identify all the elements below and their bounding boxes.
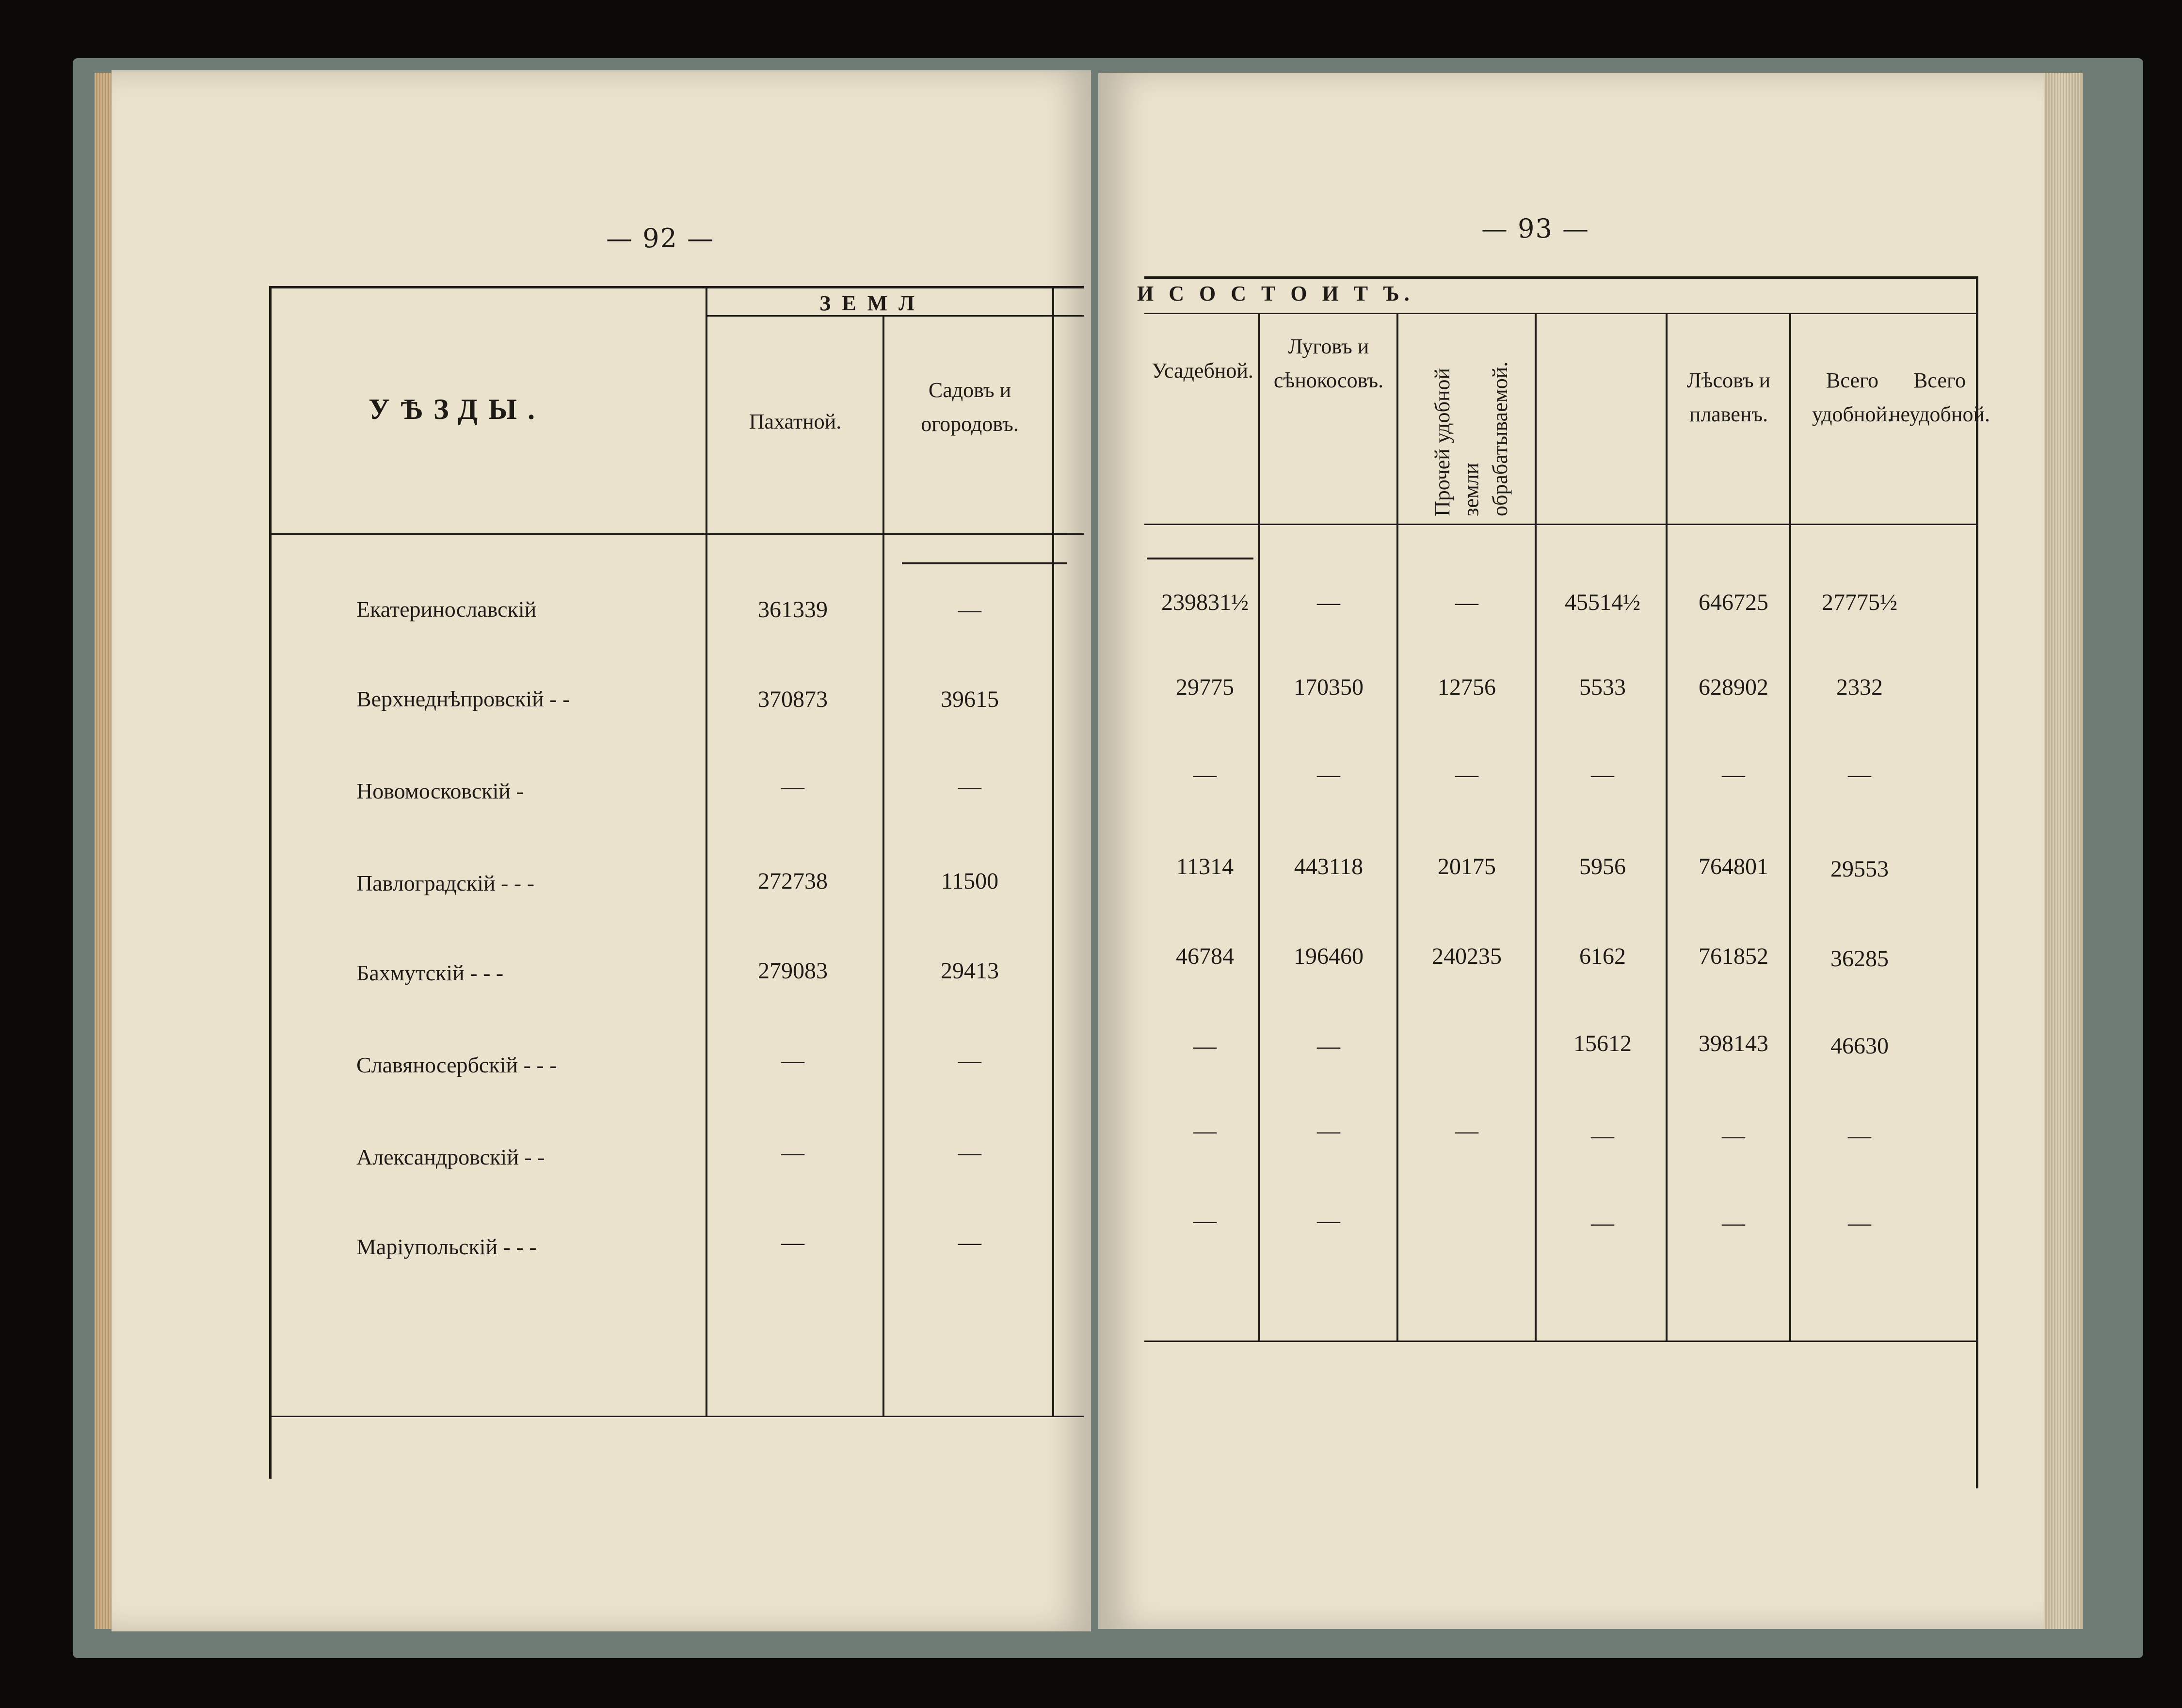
total-nonarable-value: 2332 [1836, 674, 1883, 700]
page-number-right: — 93 — [1481, 213, 1590, 244]
other-arable-value: — [1455, 590, 1478, 615]
table-bottom-rule [1144, 1341, 1978, 1342]
gardens-value: — [958, 597, 981, 623]
estate-value: — [1193, 1033, 1217, 1059]
forests-value: 15612 [1573, 1031, 1632, 1056]
meadows-value: — [1317, 1118, 1340, 1144]
arable-column-header: Пахатной. [749, 410, 842, 433]
total-arable-value: 398143 [1699, 1031, 1768, 1056]
estate-value: 11314 [1176, 854, 1234, 879]
gardens-column-header: Садовъ и огородовъ. [921, 378, 1019, 436]
estate-value: — [1193, 1118, 1217, 1144]
other-arable-value: 240235 [1432, 943, 1502, 969]
header-bottom-rule [272, 533, 1084, 535]
forests-value: 6162 [1579, 943, 1626, 969]
total-nonarable-value: 36285 [1830, 946, 1889, 972]
other-arable-value: 12756 [1438, 674, 1496, 700]
total-arable-value: — [1722, 1210, 1745, 1236]
district-name: Верхнеднѣпровскій - - [356, 686, 570, 711]
col-divider-3 [1052, 286, 1054, 1416]
total-nonarable-column-header: Всего неудобной. [1889, 368, 1990, 427]
col-divider-1 [706, 286, 707, 1416]
total-arable-value: — [1722, 762, 1745, 787]
header-isostoit: И С О С Т О И Т Ъ. [1137, 282, 1414, 305]
estate-value: — [1193, 1208, 1217, 1233]
table-bottom-rule [272, 1416, 1084, 1417]
forests-column-header: Лѣсовъ и плавенъ. [1686, 368, 1771, 427]
total-arable-column-header: Всего удобной. [1812, 368, 1893, 427]
total-nonarable-value: — [1848, 762, 1871, 787]
table-right-rule [1976, 276, 1978, 1488]
total-nonarable-value: 27775½ [1822, 590, 1897, 615]
total-arable-value: 646725 [1699, 590, 1768, 615]
meadows-value: 170350 [1294, 674, 1364, 700]
right-page-edge [2044, 73, 2083, 1629]
col-divider-5 [1789, 313, 1791, 1341]
meadows-value: — [1317, 1208, 1340, 1233]
forests-value: 45514½ [1565, 590, 1640, 615]
gardens-value: — [958, 1140, 981, 1165]
header-bottom-rule [1144, 524, 1978, 525]
total-arable-value: — [1722, 1123, 1745, 1149]
district-name: Маріупольскій - - - [356, 1234, 537, 1259]
meadows-value: — [1317, 1033, 1340, 1059]
forests-value: — [1591, 1210, 1614, 1236]
arable-value: — [781, 1048, 804, 1073]
forests-value: — [1591, 1123, 1614, 1149]
meadows-value: — [1317, 590, 1340, 615]
left-page [112, 70, 1091, 1631]
arable-value: — [781, 1229, 804, 1255]
col-divider-2 [1396, 313, 1398, 1341]
column-short-rule [902, 562, 1067, 564]
gardens-value: 39615 [941, 686, 999, 712]
header-zeml: З Е М Л [819, 291, 917, 315]
column-short-rule [1147, 558, 1253, 559]
district-name: Павлоградскій - - - [356, 871, 535, 895]
estate-value: 29775 [1176, 674, 1234, 700]
arable-value: — [781, 1140, 804, 1165]
table-left-rule [269, 286, 272, 1479]
gardens-value: 29413 [941, 958, 999, 984]
arable-value: — [781, 774, 804, 799]
estate-column-header: Усадебной. [1152, 359, 1253, 383]
table-top-rule [1144, 276, 1978, 279]
right-page [1098, 73, 2044, 1629]
meadows-value: 196460 [1294, 943, 1364, 969]
other-arable-value: 20175 [1438, 854, 1496, 879]
forests-value: 5956 [1579, 854, 1626, 879]
table-top-rule [269, 286, 1084, 288]
col-divider-2 [882, 315, 884, 1416]
estate-value: — [1193, 762, 1217, 787]
gardens-value: 11500 [941, 868, 999, 894]
total-arable-value: 628902 [1699, 674, 1768, 700]
page-number-left: — 92 — [606, 223, 715, 254]
district-column-header: УѢЗДЫ. [369, 393, 546, 425]
meadows-value: 443118 [1294, 854, 1364, 879]
total-arable-value: 761852 [1699, 943, 1768, 969]
total-nonarable-value: — [1848, 1123, 1871, 1149]
forests-value: — [1591, 762, 1614, 787]
estate-value: 239831½ [1161, 590, 1249, 615]
district-name: Бахмутскій - - - [356, 960, 504, 985]
total-arable-value: 764801 [1699, 854, 1768, 879]
estate-value: 46784 [1176, 943, 1234, 969]
forests-value: 5533 [1579, 674, 1626, 700]
other-arable-column-header: Прочей удобной земли обрабатываемой. [1430, 361, 1512, 516]
col-divider-4 [1666, 313, 1668, 1341]
gardens-value: — [958, 1048, 981, 1073]
meadows-value: — [1317, 762, 1340, 787]
total-nonarable-value: 29553 [1830, 856, 1889, 882]
arable-value: 370873 [758, 686, 828, 712]
meadows-column-header: Луговъ и сѣнокосовъ. [1273, 335, 1384, 393]
arable-value: 361339 [758, 597, 828, 623]
arable-value: 279083 [758, 958, 828, 984]
district-name: Александровскій - - [356, 1145, 545, 1169]
arable-value: 272738 [758, 868, 828, 894]
gardens-value: — [958, 1229, 981, 1255]
district-name: Новомосковскій - [356, 779, 524, 803]
total-nonarable-value: — [1848, 1210, 1871, 1236]
left-page-edge [95, 73, 114, 1629]
gardens-value: — [958, 774, 981, 799]
col-divider-3 [1535, 313, 1537, 1341]
district-name: Екатеринославскій [356, 597, 537, 622]
total-nonarable-value: 46630 [1830, 1033, 1889, 1059]
col-divider-1 [1258, 313, 1260, 1341]
other-arable-value: — [1455, 1118, 1478, 1144]
other-arable-value: — [1455, 762, 1478, 787]
header-sub-rule [1144, 313, 1978, 314]
district-name: Славяносербскій - - - [356, 1053, 557, 1077]
